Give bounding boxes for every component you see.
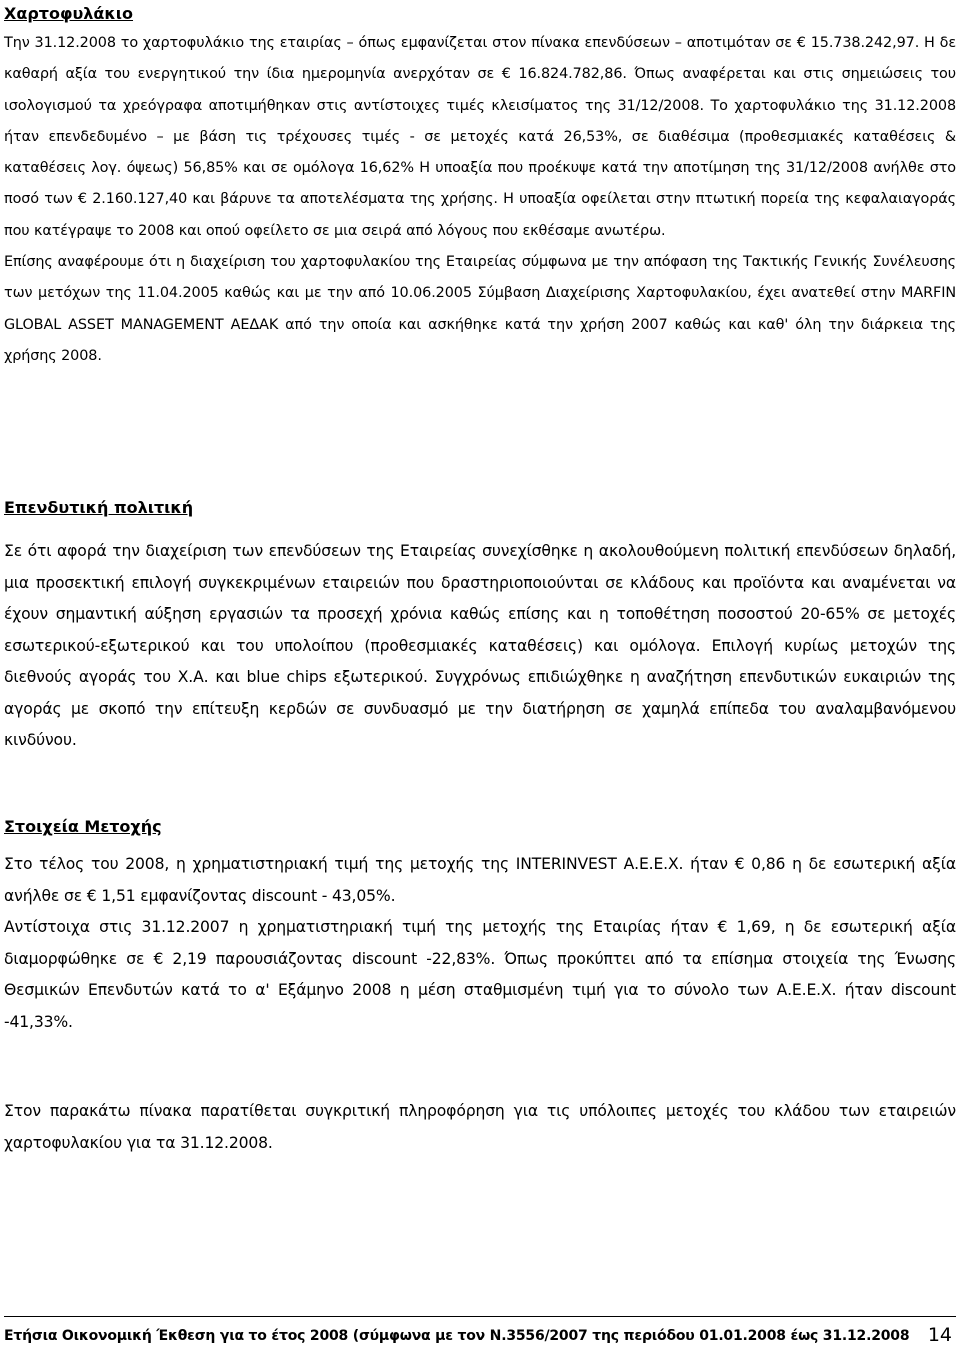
section-portfolio	[4, 2, 956, 372]
page-number: 14	[927, 1324, 952, 1346]
section-heading-investment-policy: Επενδυτική πολιτική	[4, 498, 194, 517]
paragraph-share-2008: Στο τέλος του 2008, η χρηματιστηριακή τιμή της μετοχής της INTERINVEST Α.Ε.Ε.Χ. ήταν € 0,86 η δε εσωτερική αξία ανήλθε σε € 1,51 εμφανίζοντας discount - 43,05%.	[4, 855, 956, 905]
section-heading-share-data: Στοιχεία Μετοχής	[4, 817, 162, 836]
footer-divider	[4, 1316, 956, 1317]
paragraph-table-intro: Στον παρακάτω πίνακα παρατίθεται συγκριτική πληροφόρηση για τις υπόλοιπες μετοχές του κλάδου των εταιρειών χαρτοφυλακίου για τα 31.12.2008.	[4, 1102, 956, 1152]
section-heading-portfolio: Χαρτοφυλάκιο	[4, 4, 134, 23]
footer-title: Ετήσια Οικονομική Έκθεση για το έτος 2008 (σύμφωνα με τον Ν.3556/2007 της περιόδου 01.01.2008 έως 31.12.2008	[4, 1328, 910, 1344]
paragraph-portfolio-management: Επίσης αναφέρουμε ότι η διαχείριση του χαρτοφυλακίου της Εταιρείας σύμφωνα με την απόφαση της Τακτικής Γενικής Συνέλευσης των μετόχων της 11.04.2005 καθώς και με την από 10.06.2005 Σύμβαση Διαχείρισης Χαρτοφυλακίου, έχει ανατεθεί στην MARFIN GLOBAL ASSET MANAGEMENT ΑΕΔΑΚ από την οποία και ασκήθηκε κατά την χρήση 2007 καθώς και καθ' όλη την διάρκεια της χρήσης 2008.	[4, 254, 956, 364]
paragraph-portfolio-valuation: Την 31.12.2008 το χαρτοφυλάκιο της εταιρίας – όπως εμφανίζεται στον πίνακα επενδύσεων – αποτιμόταν σε € 15.738.242,97. Η δε καθαρή αξία του ενεργητικού την ίδια ημερομηνία ανερχόταν σε € 16.824.782,86. Όπως αναφέρεται και στις σημειώσεις του ισολογισμού τα χρεόγραφα αποτιμήθηκαν στις αντίστοιχες τιμές κλεισίματος της 31/12/2008. Το χαρτοφυλάκιο της 31.12.2008 ήταν επενδεδυμένο – με βάση τις τρέχουσες τιμές - σε μετοχές κατά 26,53%, σε διαθέσιμα (προθεσμιακές καταθέσεις & καταθέσεις λογ. όψεως) 56,85% και σε ομόλογα 16,62% Η υποαξία που προέκυψε κατά την αποτίμηση της 31/12/2008 ανήλθε στο ποσό των € 2.160.127,40 και βάρυνε τα αποτελέσματα της χρήσης. Η υποαξία οφείλεται στην πτωτική πορεία της κεφαλαιαγοράς που κατέγραψε το 2008 και οπού οφείλετο σε μια σειρά από λόγους που εκθέσαμε ανωτέρω.	[4, 35, 956, 239]
section-share-data	[4, 813, 956, 1038]
page-footer	[4, 1316, 956, 1346]
paragraph-investment-policy: Σε ότι αφορά την διαχείριση των επενδύσεων της Εταιρείας συνεχίσθηκε η ακολουθούμενη πολιτική επενδύσεων δηλαδή, μια προσεκτική επιλογή συγκεκριμένων εταιρειών που δραστηριοποιούνται σε κλάδους και προϊόντα και αναμένεται να έχουν σημαντική αύξηση εργασιών τα προσεχή χρόνια καθώς επίσης και η τοποθέτηση ποσοστού 20-65% σε μετοχές εσωτερικού-εξωτερικού και του υπολοίπου (προθεσμιακές καταθέσεις) και ομόλογα. Επιλογή κυρίως μετοχών της διεθνούς αγοράς του Χ.Α. και blue chips εξωτερικού. Συγχρόνως επιδιώχθηκε η αναζήτηση επενδυτικών ευκαιριών της αγοράς με σκοπό την επίτευξη κερδών σε συνδυασμό με την διατήρηση σε χαμηλά επίπεδα του αναλαμβανόμενου κινδύνου.	[4, 542, 956, 749]
section-investment-policy	[4, 494, 956, 757]
section-table-intro	[4, 1096, 956, 1159]
paragraph-share-2007: Αντίστοιχα στις 31.12.2007 η χρηματιστηριακή τιμή της μετοχής της Εταιρίας ήταν € 1,69, η δε εσωτερική αξία διαμορφώθηκε σε € 2,19 παρουσιάζοντας discount -22,83%. Όπως προκύπτει από τα επίσημα στοιχεία της Ένωσης Θεσμικών Επενδυτών κατά το α' Εξάμηνο 2008 η μέση σταθμισμένη τιμή για το σύνολο των Α.Ε.Ε.Χ. ήταν discount -41,33%.	[4, 918, 956, 1031]
